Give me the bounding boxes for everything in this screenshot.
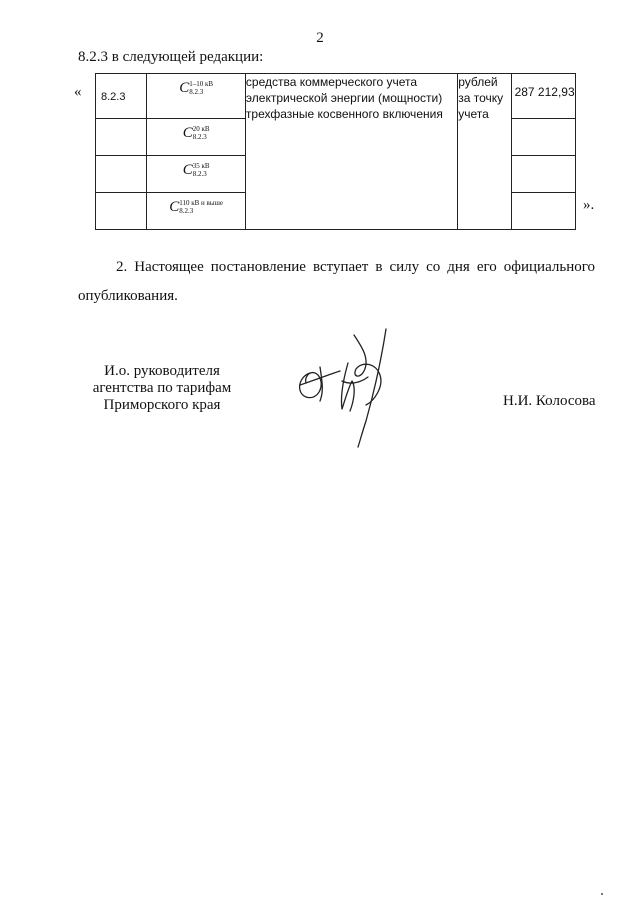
code-cell [96, 193, 147, 230]
formula: C 110 кВ и выше 8.2.3 [169, 199, 224, 215]
table-row [96, 74, 576, 119]
scan-speck [601, 893, 603, 895]
handwritten-signature [290, 325, 400, 450]
tariff-value: 287 212,93 [514, 85, 575, 99]
intro-text: 8.2.3 в следующей редакции: [78, 49, 264, 65]
unit-line: рублей [458, 75, 498, 89]
formula: C 1–10 кВ 8.2.3 [179, 80, 214, 96]
opening-quote: « [74, 84, 82, 100]
value-cell [511, 74, 575, 119]
closing-quote: ». [583, 197, 595, 213]
description-line: средства коммерческого учета [245, 75, 418, 89]
value-cell [511, 156, 575, 193]
unit-cell [458, 74, 511, 230]
formula-cell [147, 156, 246, 193]
signatory-name: Н.И. Колосова [503, 393, 596, 409]
title-line: Приморского края [103, 397, 221, 413]
signatory-title [78, 363, 246, 414]
code-cell [96, 119, 147, 156]
formula-cell [147, 193, 246, 230]
value-cell [511, 193, 575, 230]
formula: C 20 кВ 8.2.3 [182, 125, 210, 141]
code-cell [96, 156, 147, 193]
effective-date-paragraph: 2. Настоящее постановление вступает в силу со дня его официального опубликования. [78, 259, 595, 304]
formula: C 35 кВ 8.2.3 [182, 162, 210, 178]
value-cell [511, 119, 575, 156]
code-cell [96, 74, 147, 119]
title-line: И.о. руководителя [104, 363, 220, 379]
description-line: трехфазные косвенного включения [245, 107, 443, 121]
formula-cell [147, 119, 246, 156]
item-code: 8.2.3 [101, 91, 126, 103]
description-line: электрической энергии (мощности) [245, 91, 443, 105]
page-number: 2 [316, 30, 324, 46]
description-cell [245, 74, 457, 230]
unit-line: учета [458, 107, 489, 121]
formula-cell [147, 74, 246, 119]
tariff-table [95, 73, 576, 230]
title-line: агентства по тарифам [92, 380, 232, 396]
unit-line: за точку [458, 91, 504, 105]
